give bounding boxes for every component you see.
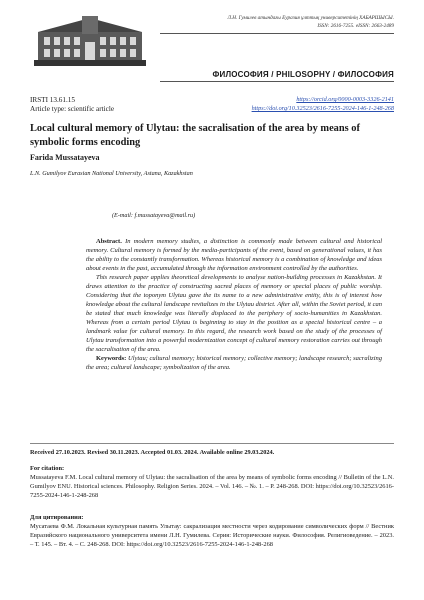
author-email: (E-mail: f.mussatayeva@mail.ru) [112,212,196,219]
orcid-link[interactable]: https://orcid.org/0000-0003-3326-2141 [296,96,394,103]
abstract-paragraph-1 [86,237,382,273]
journal-name: Л.Н. Гумилев атындағы Еуразия ұлттық университетінің ХАБАРШЫСЫ. [227,15,394,21]
abstract-text-1: In modern memory studies, a distinction is commonly made between cultural and historical memory. Cultural memory is formed by the media-participants of the event, based on generational values, it has the ability to the constantly transformation. Whereas historical memory is a combination of knowledge and ideas about events in the past, accumulated through the information environment controlled by the authorities. [86,238,383,272]
header-divider [160,33,394,34]
keywords-paragraph [86,354,382,372]
citation-heading-ru: Для цитирования: [30,514,84,521]
abstract-text-2: This research paper applies theoretical developments to analyse nation-building processes in Kazakhstan. It draws attention to the practice of constructing sacred places of memory or special places of public worship. Considering that the toponym Ulytau gave the its name to a new administrative entity, this is of interest how knowledge about the cultural landscape revitalizes in the Ulytau district. After all, within the Soviet period, it can be stated that much knowledge was literally displaced to the periphery of socio-humanities in Kazakhstan. Whereas from a certain period Ulytau is beginning to stay in the position as a special historical centre – a landmark value for cultural memory. In this regard, the research work based on the study of the processes of Ulytau transformation into a powerful modernization concept of cultural memory restoration carries out through the sacralisation of the area. [86,274,382,353]
section-divider [160,81,394,82]
abstract-label: Abstract. [96,238,122,245]
citation-text: Mussatayeva F.M. Local cultural memory of Ulytau: the sacralisation of the area by means of symbolic forms encoding // Bulletin of the L.N. Gumilyov ENU. Historical sciences. Philosophy. Religion Series. 2024. – Vol. 146. – №. 1. – P. 248-268. DOI: https://doi.org/10.32523/2616-7255-2024-146-1-248-268 [30,474,394,499]
keywords-label: Keywords: [96,355,127,362]
doi-link[interactable]: https://doi.org/10.32523/2616-7255-2024-146-1-248-268 [251,105,394,112]
university-building-logo [30,12,150,70]
author-affiliation: L.N. Gumilyov Eurasian National University, Astana, Kazakhstan [30,170,193,177]
abstract [86,237,382,372]
author-name: Farida Mussatayeva [30,153,100,162]
abstract-paragraph-2 [86,273,382,354]
citation-text-ru: Мусатаева Ф.М. Локальная культурная память Улытау: сакрализация местности через кодирование символических форм // Вестник Евразийского национального университета имени Л.Н. Гумилева. Серия: Исторические науки. Философия. Религиоведение. – 2023. – Т. 145. – Вт. 4. – С. 248-268. DOI: https://doi.org/10.32523/2616-7255-2024-146-1-248-268 [30,523,394,548]
publication-dates: Received 27.10.2023. Revised 30.11.2023. Accepted 01.03. 2024. Available online 29.03.2024. [30,449,275,456]
journal-issn: ISSN: 2616-7255. eISSN: 2663-2489 [317,23,394,29]
dates-divider [30,443,394,444]
article-title: Local cultural memory of Ulytau: the sacralisation of the area by means of symbolic forms encoding [30,123,360,148]
section-title: ФИЛОСОФИЯ / PHILOSOPHY / ФИЛОСОФИЯ [212,70,394,79]
keywords-text: Ulytau; cultural memory; historical memory; collective memory; landscape research; sacralizing the area; cultural landscape; symbolization of the area. [86,355,383,371]
irsti-code: IRSTI 13.61.15 [30,96,75,104]
article-type: Article type: scientific article [30,105,115,113]
citation-heading: For citation: [30,465,65,472]
